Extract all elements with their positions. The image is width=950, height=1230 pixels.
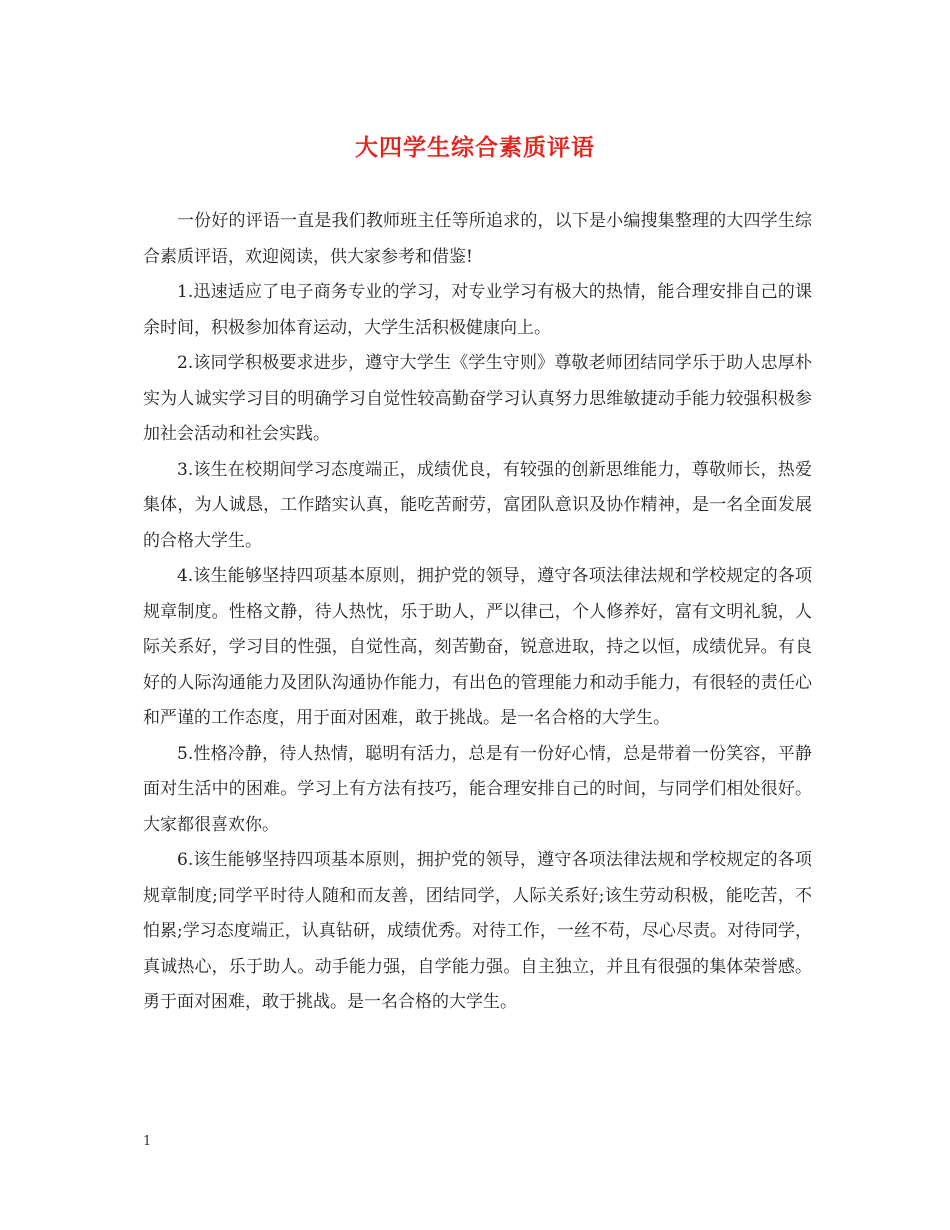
document-title: 大四学生综合素质评语 (355, 134, 595, 161)
comment-paragraph-5: 5.性格冷静，待人热情，聪明有活力，总是有一份好心情，总是带着一份笑容，平静面对生活中的困难。学习上有方法有技巧，能合理安排自己的时间，与同学们相处很好。大家都很喜欢你。 (143, 743, 812, 835)
comment-paragraph-1: 1.迅速适应了电子商务专业的学习，对专业学习有极大的热情，能合理安排自己的课余时间，积极参加体育运动，大学生活积极健康向上。 (143, 282, 812, 338)
page-number: 1 (143, 1134, 152, 1149)
comment-paragraph-4: 4.该生能够坚持四项基本原则，拥护党的领导，遵守各项法律法规和学校规定的各项规章制度。性格文静，待人热忱，乐于助人，严以律己，个人修养好，富有文明礼貌，人际关系好，学习目的性强，自觉性高，刻苦勤奋，锐意进取，持之以恒，成绩优异。有良好的人际沟通能力及团队沟通协作能力，有出色的管理能力和动手能力，有很轻的责任心和严谨的工作态度，用于面对困难，敢于挑战。是一名合格的大学生。 (143, 566, 812, 728)
document-body (143, 204, 812, 1021)
comment-paragraph-2: 2.该同学积极要求进步，遵守大学生《学生守则》尊敬老师团结同学乐于助人忠厚朴实为人诚实学习目的明确学习自觉性较高勤奋学习认真努力思维敏捷动手能力较强积极参加社会活动和社会实践。 (143, 353, 812, 444)
comment-paragraph-6: 6.该生能够坚持四项基本原则，拥护党的领导，遵守各项法律法规和学校规定的各项规章制度;同学平时待人随和而友善，团结同学，人际关系好;该生劳动积极，能吃苦，不怕累;学习态度端正，认真钻研，成绩优秀。对待工作，一丝不苟，尽心尽责。对待同学，真诚热心，乐于助人。动手能力强，自学能力强。自主独立，并且有很强的集体荣誉感。勇于面对困难，敢于挑战。是一名合格的大学生。 (143, 850, 812, 1012)
intro-paragraph: 一份好的评语一直是我们教师班主任等所追求的，以下是小编搜集整理的大四学生综合素质评语，欢迎阅读，供大家参考和借鉴! (143, 211, 812, 267)
comment-paragraph-3: 3.该生在校期间学习态度端正，成绩优良，有较强的创新思维能力，尊敬师长，热爱集体，为人诚恳，工作踏实认真，能吃苦耐劳，富团队意识及协作精神，是一名全面发展的合格大学生。 (143, 459, 812, 551)
